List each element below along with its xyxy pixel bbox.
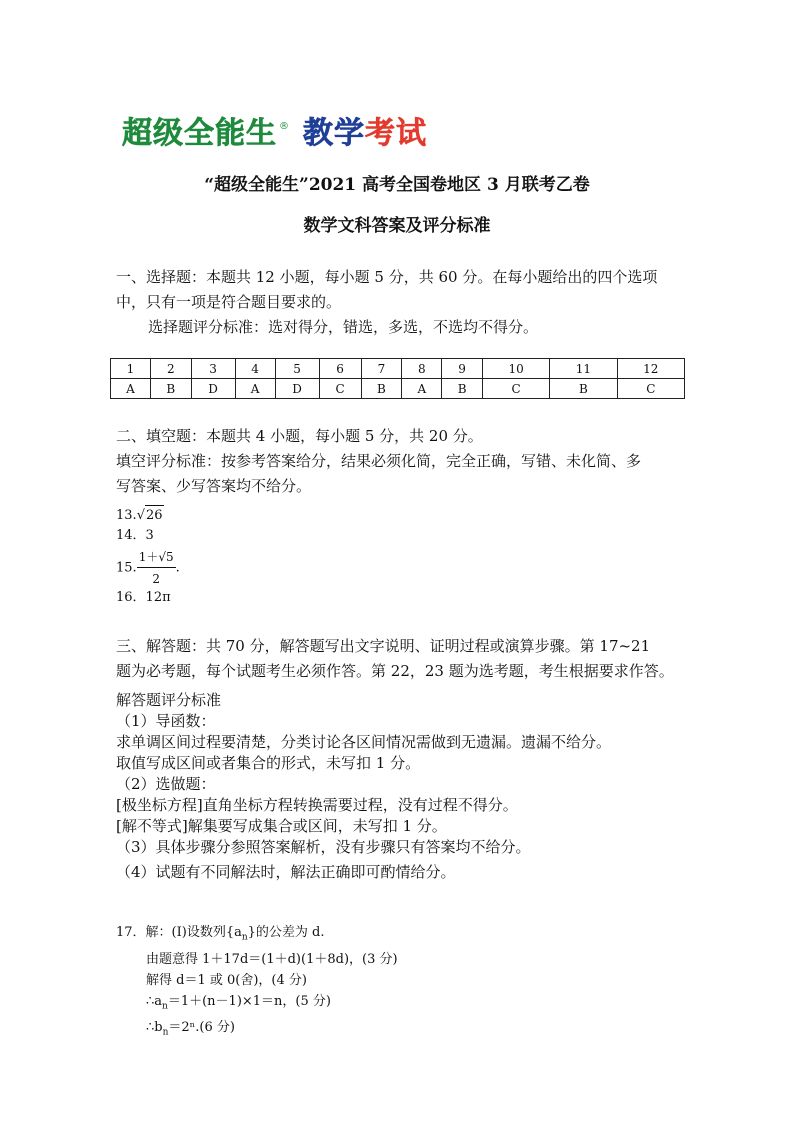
answer-table: [110, 358, 685, 399]
table-cell: B: [550, 379, 617, 399]
q17-solution: [116, 922, 398, 1044]
table-cell: D: [191, 379, 235, 399]
answer-16: 16．12π: [116, 590, 171, 605]
table-cell: 2: [151, 359, 192, 379]
logo-blue-text: 教学: [303, 116, 365, 151]
answer-table-numbers-row: [111, 359, 685, 379]
section3-line11: （4）试题有不同解法时，解法正确即可酌情给分。: [116, 863, 456, 881]
section3-line6: 取值写成区间或者集合的形式，未写扣 1 分。: [116, 754, 421, 772]
table-cell: 9: [442, 359, 483, 379]
section2-line2: 填空评分标准：按参考答案给分，结果必须化简，完全正确，写错、未化简、多: [116, 452, 642, 470]
document-subtitle: 数学文科答案及评分标准: [303, 216, 491, 236]
q17-sub: n: [241, 932, 248, 943]
q17-line3: 解得 d＝1 或 0(舍)，(4 分): [146, 972, 307, 988]
section3-line8: [极坐标方程]直角坐标方程转换需要过程，没有过程不得分。: [116, 796, 518, 814]
q15-denominator: 2: [152, 572, 160, 586]
q17-line2: 由题意得 1＋17d＝(1＋d)(1＋8d)，(3 分): [146, 951, 398, 967]
q17-text: ＝1＋(n－1)×1＝n，(5 分): [167, 993, 331, 1009]
q15-numerator: 1＋√5: [137, 547, 176, 568]
section1-line1: 一、选择题：本题共 12 小题，每小题 5 分，共 60 分。在每小题给出的四个选项: [116, 268, 658, 286]
q15-period: .: [175, 560, 180, 576]
table-cell: 10: [482, 359, 549, 379]
section2-line1: 二、填空题：本题共 4 小题，每小题 5 分，共 20 分。: [116, 427, 483, 445]
q17-line1: [116, 922, 398, 949]
table-cell: C: [319, 379, 361, 399]
registered-mark: ®: [279, 121, 289, 132]
section1-line3: 选择题评分标准：选对得分，错选，多选，不选均不得分。: [148, 318, 539, 336]
section3-line1: 三、解答题：共 70 分，解答题写出文字说明、证明过程或演算步骤。第 17~21: [116, 637, 651, 655]
table-cell: A: [111, 379, 151, 399]
q17-sub: n: [162, 1001, 168, 1012]
section2-heading: [116, 424, 686, 499]
section3-line7: （2）选做题：: [116, 775, 216, 793]
answer-13: [116, 505, 164, 526]
q17-line5: [116, 1017, 398, 1044]
q17-text: ∴b: [146, 1020, 163, 1036]
q17-text: ＝2ⁿ.(6 分): [168, 1020, 235, 1036]
table-cell: 11: [550, 359, 617, 379]
table-cell: D: [275, 379, 319, 399]
answer-table-answers-row: [111, 379, 685, 399]
q17-sub: n: [162, 1027, 169, 1038]
table-cell: 5: [275, 359, 319, 379]
table-cell: A: [235, 379, 275, 399]
table-cell: 8: [402, 359, 442, 379]
section3-line5: 求单调区间过程要清楚，分类讨论各区间情况需做到无遗漏。遗漏不给分。: [116, 733, 612, 751]
logo-red-text: 考试: [365, 116, 427, 151]
logo-green-text: 超级全能生: [122, 116, 277, 151]
document-title: “超级全能生”2021 高考全国卷地区 3 月联考乙卷: [204, 175, 590, 195]
q17-text: }的公差为 d.: [247, 925, 325, 940]
q17-text: 17．解：(Ⅰ)设数列{a: [116, 925, 242, 940]
table-cell: C: [482, 379, 549, 399]
section1-line2: 中，只有一项是符合题目要求的。: [116, 293, 342, 311]
table-cell: 1: [111, 359, 151, 379]
section2-line3: 写答案、少写答案均不给分。: [116, 477, 312, 495]
section3-intro: [116, 634, 686, 684]
table-cell: 12: [617, 359, 684, 379]
table-cell: B: [442, 379, 483, 399]
table-cell: 3: [191, 359, 235, 379]
table-cell: 7: [361, 359, 402, 379]
q13-radicand: 26: [145, 505, 164, 526]
section1-heading: [116, 265, 686, 340]
q17-line4: [116, 991, 398, 1018]
q15-number: 15.: [116, 560, 137, 576]
table-cell: 6: [319, 359, 361, 379]
answer-15: [116, 547, 180, 589]
table-cell: B: [361, 379, 402, 399]
section3-line9: [解不等式]解集要写成集合或区间，未写扣 1 分。: [116, 817, 447, 835]
table-cell: B: [151, 379, 192, 399]
section3-criteria: [116, 690, 686, 883]
table-cell: C: [617, 379, 684, 399]
table-cell: 4: [235, 359, 275, 379]
brand-logo: [122, 108, 427, 151]
section3-line4: （1）导函数：: [116, 712, 216, 730]
section3-line3: 解答题评分标准: [116, 691, 222, 709]
q13-number: 13.: [116, 508, 137, 523]
section3-line10: （3）具体步骤分参照答案解析，没有步骤只有答案均不给分。: [116, 838, 531, 856]
table-cell: A: [402, 379, 442, 399]
q17-text: ∴a: [146, 993, 163, 1009]
q15-fraction: [137, 547, 176, 589]
section3-line2: 题为必考题，每个试题考生必须作答。第 22，23 题为选考题，考生根据要求作答。: [116, 662, 674, 680]
sqrt-symbol: √: [136, 508, 145, 523]
answer-14: 14．3: [116, 528, 154, 543]
